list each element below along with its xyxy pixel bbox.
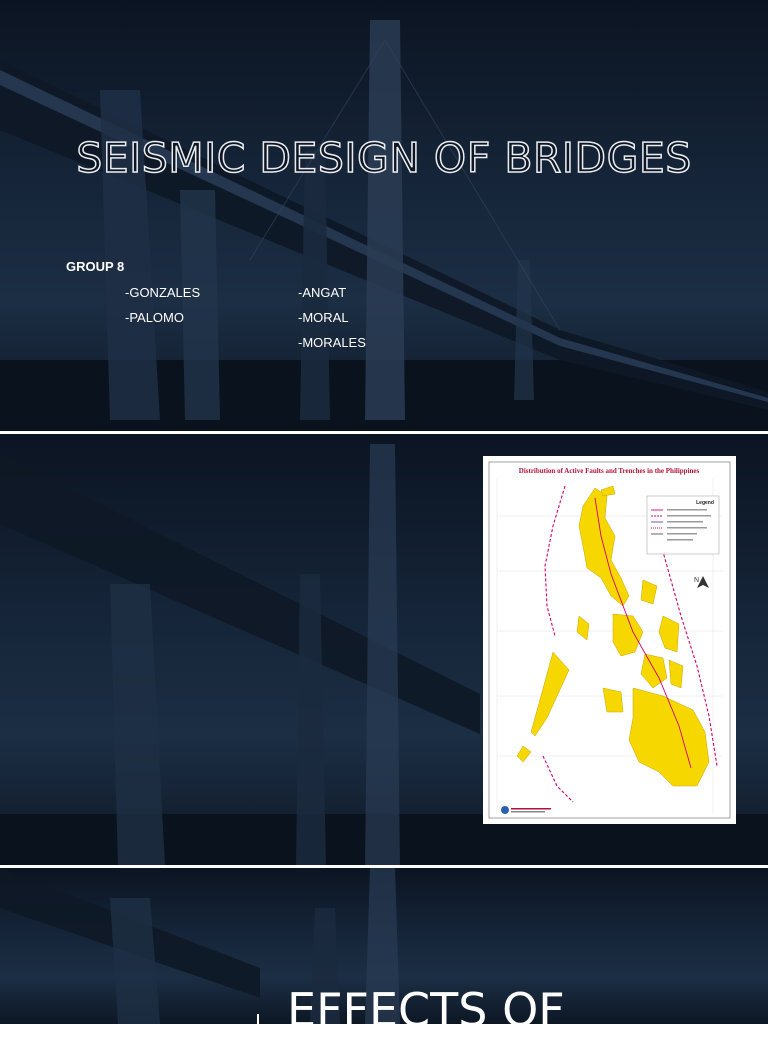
member-name: -MORALES [298, 335, 366, 350]
map-title: Distribution of Active Faults and Trenches in the Philippines [518, 467, 700, 475]
member-name: -ANGAT [298, 285, 347, 300]
map-legend-title: Legend [696, 500, 714, 506]
slide-title[interactable] [0, 0, 768, 431]
agency-seal-icon [501, 806, 509, 814]
philippines-fault-map [483, 456, 736, 824]
north-label: N [693, 577, 699, 584]
member-name: -MORAL [298, 310, 349, 325]
member-name: -PALOMO [125, 310, 184, 325]
bridge-background [0, 0, 768, 431]
slide-title-text: SEISMIC DESIGN OF BRIDGES [76, 134, 692, 182]
group-label: GROUP 8 [66, 259, 125, 274]
text-cursor [257, 1014, 259, 1024]
member-name: -GONZALES [125, 285, 201, 300]
slide-title-text: EFFECTS OF [287, 983, 565, 1037]
fault-map-graphic [483, 456, 736, 824]
